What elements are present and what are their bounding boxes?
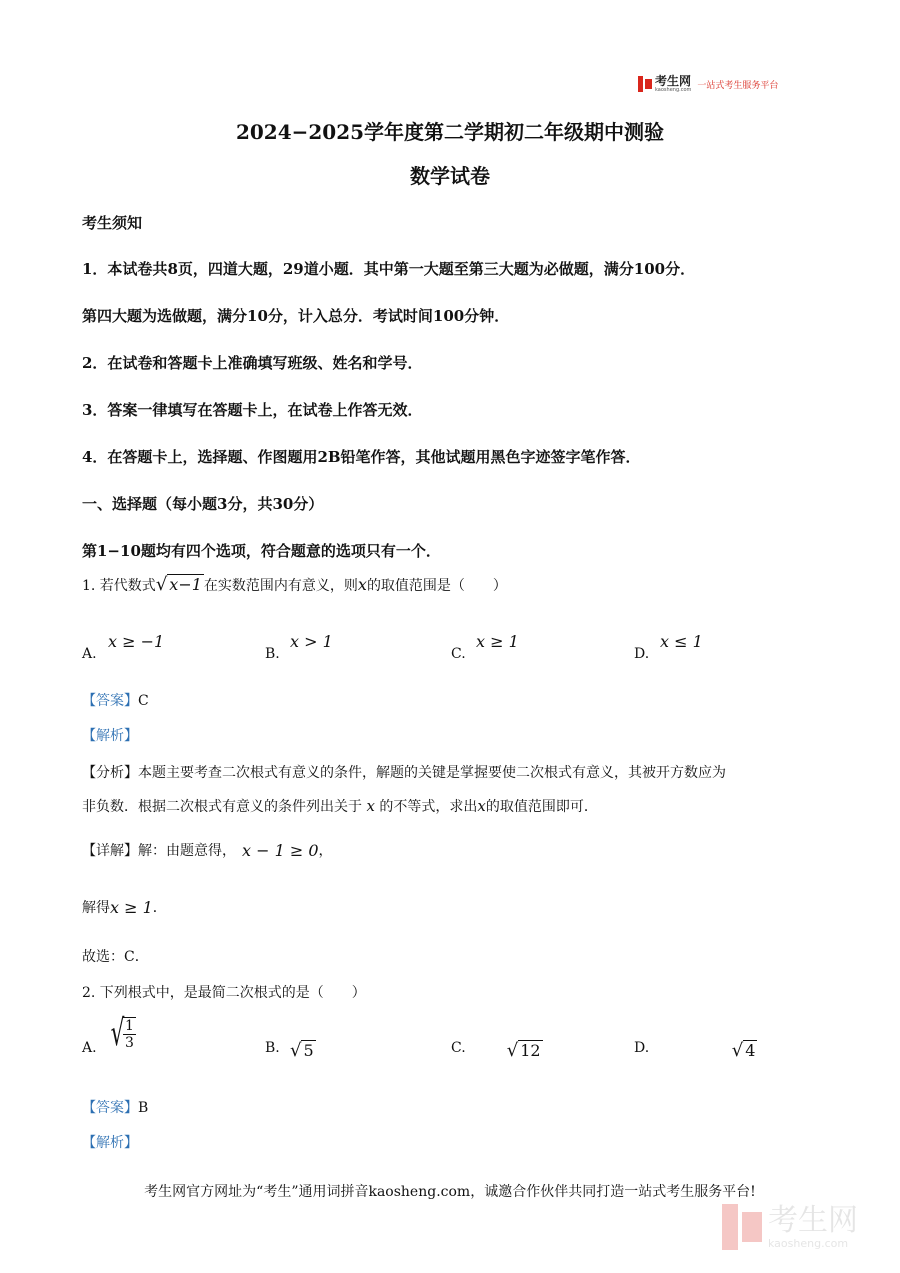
notice-line-2: 2．在试卷和答题卡上准确填写班级、姓名和学号． <box>82 354 423 372</box>
question-1-stem <box>82 574 507 595</box>
q2-option-d-expr <box>732 1040 758 1061</box>
detail-text: 解：由题意得， <box>138 843 236 859</box>
answer-tag: 【答案】 <box>82 1100 138 1116</box>
sqrt-symbol: √ <box>731 1040 744 1061</box>
notice-line-1: 1．本试卷共8页，四道大题，29道小题．其中第一大题至第三大题为必做题，满分100分． <box>82 260 696 278</box>
watermark <box>722 1204 858 1250</box>
q1-suffix: 的取值范围是（ ） <box>366 577 507 594</box>
q1-analysis-tag: 【解析】 <box>82 728 138 744</box>
logo-text-block <box>655 73 692 93</box>
detail-expr: x − 1 ≥ 0 <box>242 840 319 860</box>
solve-end: ． <box>152 900 167 916</box>
notice-line-1b: 第四大题为选做题，满分10分，计入总分．考试时间100分钟． <box>82 307 510 325</box>
q1-solve <box>82 897 167 917</box>
header-logo <box>638 74 778 94</box>
q2-a-fraction <box>123 1017 136 1051</box>
q1-option-d-expr: x ≤ 1 <box>660 632 703 651</box>
q1-fenxi-line-1 <box>82 762 726 782</box>
watermark-text-block <box>768 1202 858 1250</box>
q2-option-c-expr <box>507 1040 543 1061</box>
q2-option-c-label: C. <box>451 1040 466 1056</box>
q2-option-b-label: B. <box>265 1040 280 1056</box>
q1-option-b-expr: x > 1 <box>290 632 333 651</box>
q2-b-radicand: 5 <box>303 1041 314 1060</box>
q2-a-denominator: 3 <box>124 1035 134 1051</box>
kaosheng-watermark-icon <box>722 1204 762 1250</box>
exam-title: 2024−2025学年度第二学期初二年级期中测验 <box>235 120 665 144</box>
q1-option-a-label: A. <box>82 646 97 662</box>
q2-option-a-label: A. <box>82 1040 97 1056</box>
exam-subtitle: 数学试卷 <box>410 164 490 188</box>
fenxi-text-2a: 非负数．根据二次根式有意义的条件列出关于 <box>82 799 362 815</box>
q2-option-d-label: D. <box>634 1040 650 1056</box>
watermark-name: 考生网 <box>768 1202 858 1238</box>
sqrt-symbol: √ <box>155 574 168 595</box>
q1-option-c-expr: x ≥ 1 <box>476 632 519 651</box>
fenxi-text-2b: 的不等式，求出 <box>379 799 478 815</box>
logo-slogan: 一站式考生服务平台 <box>697 80 779 91</box>
q1-prefix: 1. 若代数式 <box>82 577 156 594</box>
solve-text: 解得 <box>82 900 110 916</box>
q1-choose: 故选：C． <box>82 949 149 965</box>
q2-option-a-expr <box>106 1013 136 1054</box>
q1-option-c-label: C. <box>451 646 466 662</box>
q2-analysis-tag: 【解析】 <box>82 1135 138 1151</box>
q1-option-a-expr: x ≥ −1 <box>108 632 165 651</box>
q1-option-b-label: B. <box>265 646 280 662</box>
section-intro: 第1−10题均有四个选项，符合题意的选项只有一个． <box>82 542 441 560</box>
watermark-domain: kaosheng.com <box>768 1236 849 1250</box>
q1-option-d-label: D. <box>634 646 650 662</box>
q1-radical <box>156 574 204 595</box>
sqrt-symbol: √ <box>506 1040 519 1061</box>
solve-expr: x ≥ 1 <box>110 897 153 917</box>
fenxi-text-1: 本题主要考查二次根式有意义的条件，解题的关键是掌握要使二次根式有意义，其被开方数应为 <box>138 765 726 781</box>
q1-mid: 在实数范围内有意义，则 <box>203 577 358 594</box>
q2-c-radicand: 12 <box>520 1041 541 1060</box>
question-2-stem: 2. 下列根式中，是最简二次根式的是（ ） <box>82 985 366 1001</box>
answer-value: B <box>138 1100 149 1116</box>
q1-detail <box>82 840 333 860</box>
q2-d-radicand: 4 <box>745 1041 756 1060</box>
notice-line-4: 4．在答题卡上，选择题、作图题用2B铅笔作答，其他试题用黑色字迹签字笔作答． <box>82 448 641 466</box>
notice-line-3: 3．答案一律填写在答题卡上，在试卷上作答无效． <box>82 401 423 419</box>
q2-a-numerator: 1 <box>124 1018 134 1034</box>
q2-answer <box>82 1097 148 1117</box>
detail-tag: 【详解】 <box>82 843 138 859</box>
detail-comma: ， <box>318 843 333 859</box>
page-footer: 考生网官方网址为“考生”通用词拼音kaosheng.com，诚邀合作伙伴共同打造一站式考生服务平台! <box>144 1184 756 1200</box>
kaosheng-logo-icon <box>638 76 652 92</box>
q1-radicand: x−1 <box>169 575 202 594</box>
fenxi-var-2: x <box>477 797 486 815</box>
sqrt-symbol: √ <box>290 1040 302 1061</box>
sqrt-symbol: √ <box>110 1013 125 1054</box>
logo-name: 考生网 <box>655 73 692 88</box>
answer-tag: 【答案】 <box>82 693 138 709</box>
q1-var: x <box>357 575 367 594</box>
q1-fenxi-line-2 <box>82 796 598 816</box>
fenxi-tag: 【分析】 <box>82 765 138 781</box>
section-heading: 一、选择题（每小题3分，共30分） <box>82 495 324 513</box>
q2-option-b-expr <box>290 1040 316 1061</box>
q1-answer <box>82 690 149 710</box>
answer-value: C <box>138 693 149 709</box>
notice-heading: 考生须知 <box>82 214 143 232</box>
fenxi-var-1: x <box>366 797 375 815</box>
fenxi-text-2c: 的取值范围即可． <box>485 799 598 815</box>
logo-domain: kaosheng.com <box>655 86 692 93</box>
